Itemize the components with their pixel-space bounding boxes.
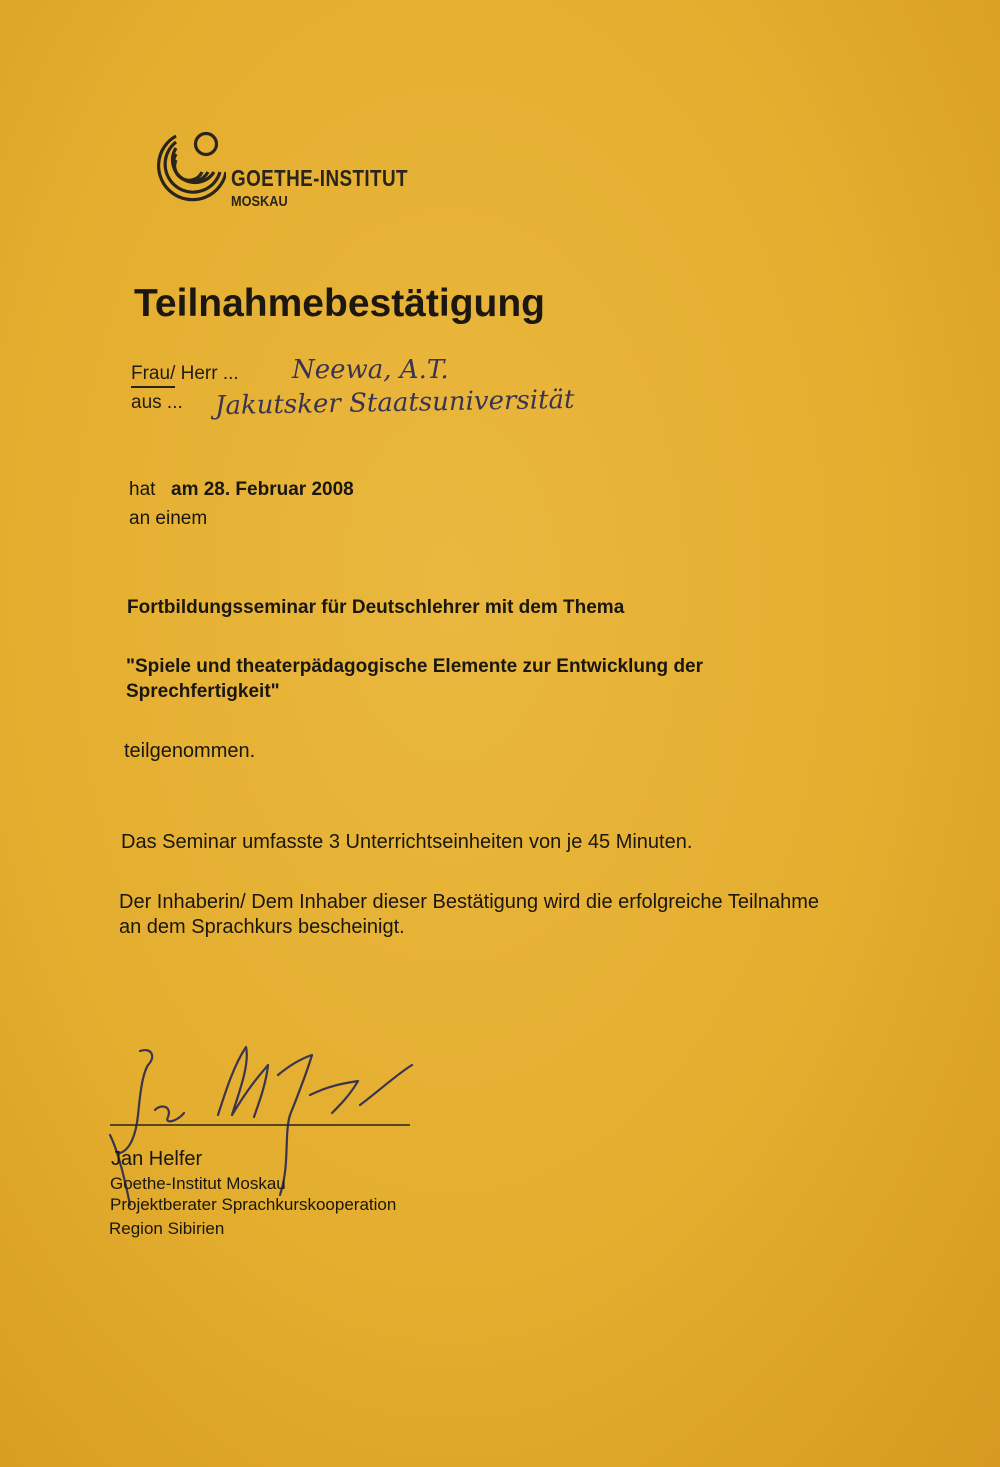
date-prefix: hat [129, 479, 156, 500]
seminar-theme-line1: "Spiele und theaterpädagogische Elemente zur Entwicklung der [126, 656, 704, 677]
signatory-region: Region Sibirien [109, 1219, 225, 1238]
units-sentence: Das Seminar umfasste 3 Unterrichtseinheiten von je 45 Minuten. [121, 831, 693, 853]
from-label: aus ... [131, 392, 183, 413]
organization-name: GOETHE-INSTITUT [231, 165, 408, 191]
participated-text: teilgenommen. [124, 740, 256, 762]
seminar-heading: Fortbildungsseminar für Deutschlehrer mit dem Thema [127, 597, 625, 618]
page-title: Teilnahmebestätigung [134, 282, 545, 325]
from-handwritten: Jakutsker Staatsuniversität [214, 384, 575, 422]
seminar-theme-line2: Sprechfertigkeit" [126, 681, 280, 702]
signatory-organization: Goethe-Institut Moskau [110, 1174, 286, 1193]
name-handwritten: Neewa, A.T. [292, 355, 449, 385]
goethe-institut-logo-icon [136, 126, 226, 216]
confirmation-line2: an dem Sprachkurs bescheinigt. [119, 916, 405, 938]
date-value: am 28. Februar 2008 [171, 479, 354, 500]
name-label: Frau/ Herr ... [131, 363, 239, 384]
organization-city: MOSKAU [231, 193, 288, 210]
signatory-name: Jan Helfer [111, 1148, 203, 1170]
signatory-role: Projektberater Sprachkurskooperation [110, 1195, 397, 1214]
confirmation-line1: Der Inhaberin/ Dem Inhaber dieser Bestätigung wird die erfolgreiche Teilnahme [119, 891, 820, 913]
an-einem-text: an einem [129, 508, 208, 529]
name-label-underline [131, 386, 175, 388]
